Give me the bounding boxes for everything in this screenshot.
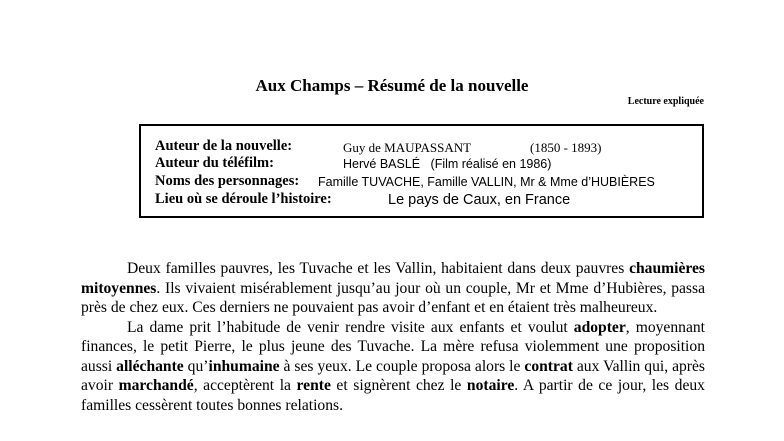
bold-term: rente bbox=[296, 377, 331, 394]
text-run: et signèrent chez le bbox=[330, 377, 467, 394]
author-dates: (1850 - 1893) bbox=[530, 140, 602, 155]
text-run: La dame prit l’habitude de venir rendre visite aux enfants et voulut bbox=[127, 318, 574, 336]
author-label: Auteur de la nouvelle: bbox=[155, 138, 293, 154]
info-box bbox=[139, 124, 704, 218]
text-run: , acceptèrent la bbox=[193, 377, 297, 394]
place-label: Lieu où se déroule l’histoire: bbox=[155, 191, 332, 207]
bold-term: marchandé bbox=[118, 377, 194, 394]
document-title: Aux Champs – Résumé de la nouvelle bbox=[255, 76, 529, 95]
text-run: à ses yeux. Le couple proposa alors le bbox=[279, 357, 525, 375]
bold-term: contrat bbox=[524, 357, 573, 375]
telefilm-value: Hervé BASLÉ (Film réalisé en 1986) bbox=[343, 157, 552, 171]
place-value: Le pays de Caux, en France bbox=[388, 192, 571, 208]
bold-term: inhumaine bbox=[208, 357, 280, 375]
summary-paragraph-2 bbox=[81, 318, 705, 416]
telefilm-label: Auteur du téléfilm: bbox=[155, 155, 274, 171]
bold-term: notaire bbox=[466, 377, 515, 394]
summary-paragraph-1 bbox=[81, 259, 705, 318]
text-run: aux Vallin qui, après avoir bbox=[81, 357, 705, 394]
author-name: Guy de MAUPASSANT bbox=[343, 140, 472, 155]
document-subtitle: Lecture expliquée bbox=[627, 96, 704, 107]
bold-term: chaumières mitoyennes bbox=[81, 260, 705, 297]
text-run: , moyennant finances, le petit Pierre, le plus jeune des Tuvache. La mère refusa violemment une proposition aussi bbox=[81, 318, 705, 375]
characters-value: Famille TUVACHE, Famille VALLIN, Mr & Mme d’HUBIÈRES bbox=[318, 175, 655, 189]
summary-text bbox=[81, 259, 705, 415]
text-run: qu’ bbox=[183, 357, 209, 375]
bold-term: adopter bbox=[573, 318, 626, 336]
bold-term: alléchante bbox=[116, 357, 184, 375]
characters-label: Noms des personnages: bbox=[155, 173, 300, 189]
text-run: . Ils vivaient misérablement jusqu’au jour où un couple, Mr et Mme d’Hubières, passa près de chez eux. Ces derniers ne pouvaient pas avoir d’enfant et en étaient très malheureux. bbox=[81, 279, 705, 316]
text-run: . A partir de ce jour, les deux familles cessèrent toutes bonnes relations. bbox=[81, 377, 705, 414]
text-run: Deux familles pauvres, les Tuvache et les Vallin, habitaient dans deux pauvres bbox=[127, 260, 630, 277]
